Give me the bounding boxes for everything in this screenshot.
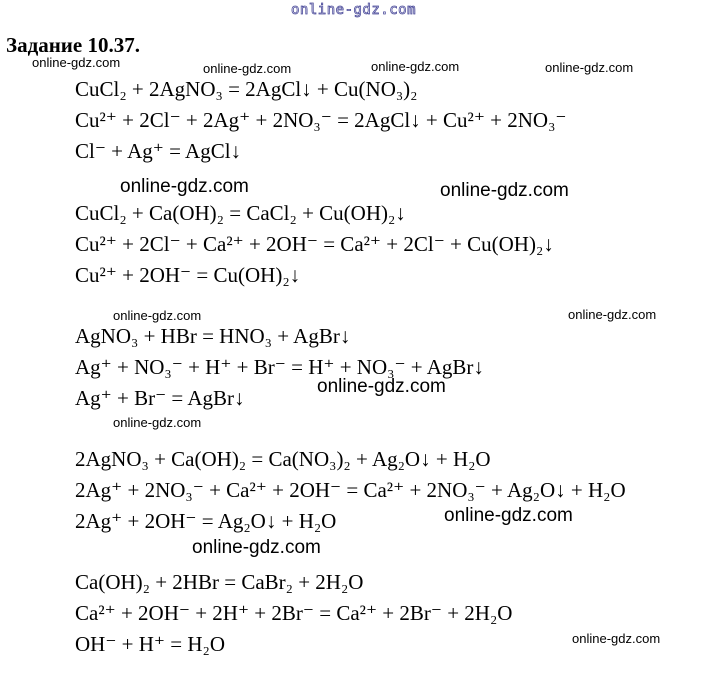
watermark: online-gdz.com bbox=[371, 59, 460, 74]
equation: AgNO₃ + HBr = HNO₃ + AgBr↓ bbox=[75, 324, 351, 348]
watermark: online-gdz.com bbox=[32, 55, 121, 70]
watermark: online-gdz.com bbox=[568, 307, 657, 322]
watermark: online-gdz.com bbox=[192, 537, 321, 558]
equation: Ag⁺ + Br⁻ = AgBr↓ bbox=[75, 386, 245, 410]
equation: Ag⁺ + NO₃⁻ + H⁺ + Br⁻ = H⁺ + NO₃⁻ + AgBr↓ bbox=[75, 355, 484, 379]
watermark-top: online-gdz.com bbox=[291, 2, 417, 18]
equation: Ca(OH)₂ + 2HBr = CaBr₂ + 2H₂O bbox=[75, 570, 364, 594]
watermark: online-gdz.com bbox=[545, 60, 634, 75]
equation: Ca²⁺ + 2OH⁻ + 2H⁺ + 2Br⁻ = Ca²⁺ + 2Br⁻ + 2H₂O bbox=[75, 601, 513, 625]
equation: Cu²⁺ + 2Cl⁻ + 2Ag⁺ + 2NO₃⁻ = 2AgCl↓ + Cu²⁺ + 2NO₃⁻ bbox=[75, 108, 567, 132]
watermark: online-gdz.com bbox=[572, 631, 661, 646]
equation: Cu²⁺ + 2OH⁻ = Cu(OH)₂↓ bbox=[75, 263, 301, 287]
equation: 2AgNO₃ + Ca(OH)₂ = Ca(NO₃)₂ + Ag₂O↓ + H₂O bbox=[75, 447, 491, 471]
equation: OH⁻ + H⁺ = H₂O bbox=[75, 632, 226, 656]
watermark: online-gdz.com bbox=[317, 376, 446, 397]
equation: Cl⁻ + Ag⁺ = AgCl↓ bbox=[75, 139, 242, 163]
watermark: online-gdz.com bbox=[444, 505, 573, 526]
equation: CuCl₂ + 2AgNO₃ = 2AgCl↓ + Cu(NO₃)₂ bbox=[75, 77, 418, 101]
watermark: online-gdz.com bbox=[113, 308, 202, 323]
equation: 2Ag⁺ + 2OH⁻ = Ag₂O↓ + H₂O bbox=[75, 509, 337, 533]
equation: Cu²⁺ + 2Cl⁻ + Ca²⁺ + 2OH⁻ = Ca²⁺ + 2Cl⁻ + Cu(OH)₂↓ bbox=[75, 232, 554, 256]
watermark: online-gdz.com bbox=[113, 415, 202, 430]
watermark: online-gdz.com bbox=[120, 176, 249, 197]
watermark: online-gdz.com bbox=[440, 180, 569, 201]
equation: 2Ag⁺ + 2NO₃⁻ + Ca²⁺ + 2OH⁻ = Ca²⁺ + 2NO₃⁻ + Ag₂O↓ + H₂O bbox=[75, 478, 626, 502]
equation: CuCl₂ + Ca(OH)₂ = CaCl₂ + Cu(OH)₂↓ bbox=[75, 201, 406, 225]
watermark: online-gdz.com bbox=[203, 61, 292, 76]
task-title: Задание 10.37. bbox=[6, 33, 140, 57]
